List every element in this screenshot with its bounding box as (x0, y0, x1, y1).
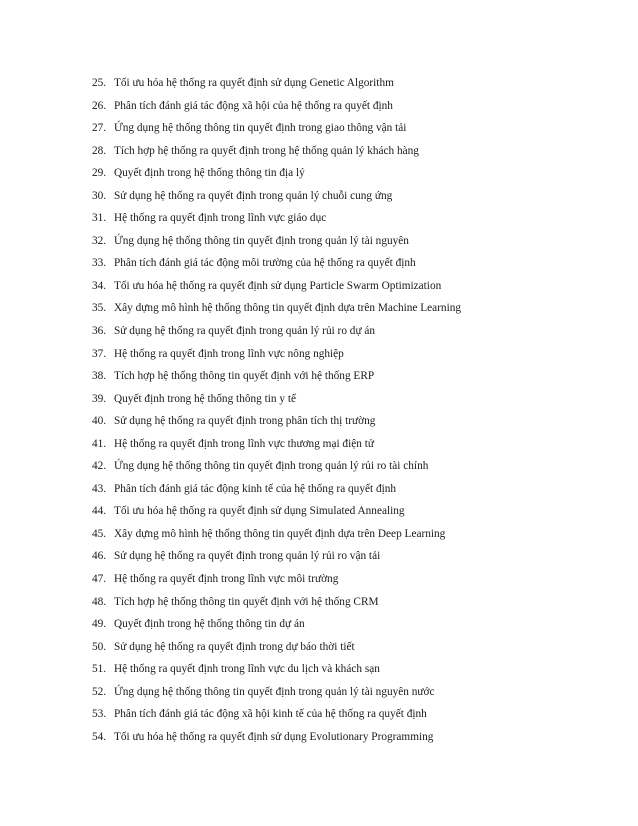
list-item-number: 53. (92, 708, 107, 721)
list-item (92, 568, 461, 591)
list-item-text: Tích hợp hệ thống ra quyết định trong hệ thống quản lý khách hàng (114, 144, 419, 157)
list-item-text: Phân tích đánh giá tác động xã hội kinh tế của hệ thống ra quyết định (114, 708, 427, 721)
list-item (92, 455, 461, 478)
list-item-number: 44. (92, 505, 107, 518)
list-item (92, 72, 461, 95)
list-item (92, 95, 461, 118)
list-item (92, 185, 461, 208)
list-item (92, 523, 461, 546)
list-item-text: Phân tích đánh giá tác động môi trường của hệ thống ra quyết định (114, 257, 416, 270)
list-item-text: Sử dụng hệ thống ra quyết định trong quản lý rủi ro vận tải (114, 550, 381, 563)
list-item-text: Sử dụng hệ thống ra quyết định trong phân tích thị trường (114, 415, 376, 428)
list-item-text: Hệ thống ra quyết định trong lĩnh vực du lịch và khách sạn (114, 663, 380, 676)
list-item-text: Ứng dụng hệ thống thông tin quyết định trong quản lý rủi ro tài chính (114, 460, 429, 473)
list-item-number: 49. (92, 618, 107, 631)
list-item-number: 30. (92, 189, 107, 202)
list-item (92, 365, 461, 388)
list-item-text: Hệ thống ra quyết định trong lĩnh vực thương mại điện tử (114, 437, 374, 450)
list-item (92, 162, 461, 185)
list-item (92, 613, 461, 636)
list-item-text: Tích hợp hệ thống thông tin quyết định với hệ thống CRM (114, 595, 379, 608)
list-item-text: Ứng dụng hệ thống thông tin quyết định trong giao thông vận tải (114, 122, 407, 135)
list-item-number: 41. (92, 437, 107, 450)
list-item-text: Quyết định trong hệ thống thông tin y tế (114, 392, 296, 405)
list-item-number: 26. (92, 99, 107, 112)
list-item-text: Sử dụng hệ thống ra quyết định trong quản lý rủi ro dự án (114, 325, 376, 338)
list-item-number: 35. (92, 302, 107, 315)
list-item-text: Xây dựng mô hình hệ thống thông tin quyết định dựa trên Deep Learning (114, 527, 446, 540)
list-item-number: 46. (92, 550, 107, 563)
list-item (92, 410, 461, 433)
list-item-number: 42. (92, 460, 107, 473)
list-item (92, 388, 461, 411)
list-item-text: Tối ưu hóa hệ thống ra quyết định sử dụng Evolutionary Programming (114, 730, 434, 743)
list-item (92, 726, 461, 749)
list-item-text: Tối ưu hóa hệ thống ra quyết định sử dụng Particle Swarm Optimization (114, 279, 442, 292)
list-item (92, 297, 461, 320)
list-item (92, 140, 461, 163)
list-item-number: 47. (92, 573, 107, 586)
list-item-number: 54. (92, 730, 107, 743)
list-item-text: Hệ thống ra quyết định trong lĩnh vực môi trường (114, 573, 339, 586)
list-item-number: 31. (92, 212, 107, 225)
list-item-text: Ứng dụng hệ thống thông tin quyết định trong quản lý tài nguyên (114, 234, 409, 247)
list-item-number: 32. (92, 234, 107, 247)
list-item (92, 275, 461, 298)
list-item-number: 25. (92, 77, 107, 89)
list-item-number: 45. (92, 527, 107, 540)
list-item (92, 636, 461, 659)
list-item-number: 27. (92, 122, 107, 135)
list-item-text: Quyết định trong hệ thống thông tin địa lý (114, 167, 305, 180)
list-item (92, 703, 461, 726)
list-item-number: 37. (92, 347, 107, 360)
list-item-number: 52. (92, 685, 107, 698)
list-item (92, 230, 461, 253)
list-item (92, 591, 461, 614)
list-item (92, 433, 461, 456)
list-item-number: 43. (92, 482, 107, 495)
list-item-text: Tối ưu hóa hệ thống ra quyết định sử dụng Genetic Algorithm (114, 77, 394, 89)
list-item-number: 29. (92, 167, 107, 180)
numbered-topic-list (92, 72, 461, 748)
list-item (92, 343, 461, 366)
list-item-number: 48. (92, 595, 107, 608)
list-item-number: 51. (92, 663, 107, 676)
list-item (92, 478, 461, 501)
list-item-number: 28. (92, 144, 107, 157)
list-item-text: Ứng dụng hệ thống thông tin quyết định trong quản lý tài nguyên nước (114, 685, 435, 698)
list-item (92, 658, 461, 681)
list-item-number: 50. (92, 640, 107, 653)
list-item (92, 320, 461, 343)
list-item-text: Phân tích đánh giá tác động xã hội của hệ thống ra quyết định (114, 99, 393, 112)
list-item-number: 33. (92, 257, 107, 270)
list-item-text: Tối ưu hóa hệ thống ra quyết định sử dụng Simulated Annealing (114, 505, 405, 518)
list-item (92, 681, 461, 704)
list-item (92, 500, 461, 523)
list-item-text: Phân tích đánh giá tác động kinh tế của hệ thống ra quyết định (114, 482, 397, 495)
list-item-text: Sử dụng hệ thống ra quyết định trong quản lý chuỗi cung ứng (114, 189, 393, 202)
list-item-text: Hệ thống ra quyết định trong lĩnh vực nông nghiệp (114, 347, 344, 360)
list-item-text: Tích hợp hệ thống thông tin quyết định với hệ thống ERP (114, 370, 375, 383)
list-item-number: 39. (92, 392, 107, 405)
list-item (92, 252, 461, 275)
list-item-number: 38. (92, 370, 107, 383)
list-item-number: 34. (92, 279, 107, 292)
list-item-text: Hệ thống ra quyết định trong lĩnh vực giáo dục (114, 212, 327, 225)
list-item (92, 545, 461, 568)
list-item-text: Sử dụng hệ thống ra quyết định trong dự báo thời tiết (114, 640, 355, 653)
list-item-number: 36. (92, 325, 107, 338)
list-item (92, 207, 461, 230)
list-item-text: Xây dựng mô hình hệ thống thông tin quyết định dựa trên Machine Learning (114, 302, 462, 315)
list-item-text: Quyết định trong hệ thống thông tin dự án (114, 618, 305, 631)
list-item-number: 40. (92, 415, 107, 428)
list-item (92, 117, 461, 140)
